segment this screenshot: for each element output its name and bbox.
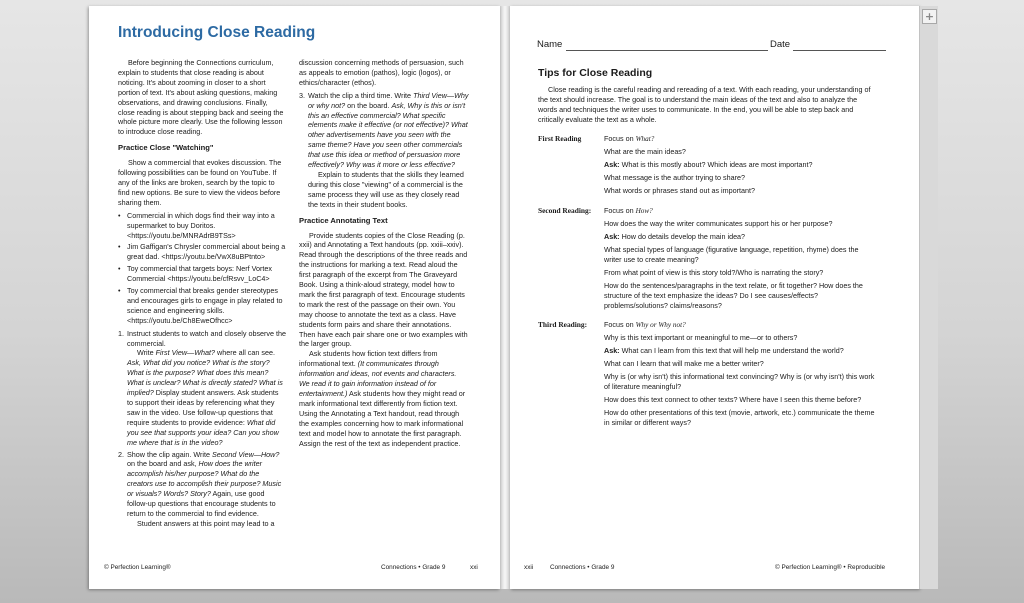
question-text: What can I learn that will make me a better writer?: [604, 359, 764, 368]
question-text: How do the sentences/paragraphs in the text relate, or fit together? How does the structure of the text emphasize the ideas? Do I see causes/effects? problems/solutions? claims/reasons?: [604, 281, 863, 310]
focus-word: What?: [635, 135, 655, 143]
footer-page-number: xxii: [524, 564, 534, 571]
step-emphasis: How does the writer accomplish his/her purpose? What do the creators use to accomplish their purpose? Music or visuals? Words? Story?: [127, 459, 282, 499]
intro-paragraph: Before beginning the Connections curriculum, explain to students that close reading is about noticing. It's about zooming in closer to a short portion of text. It's about asking questions, making observations, and drawing conclusions. Finally, close reading is about stepping back and seeing the whole picture more clearly. Use the following lesson to introduce close reading.: [118, 58, 284, 137]
question-text: What are the main ideas?: [604, 147, 686, 156]
step-3: [299, 91, 469, 210]
book-gutter: [500, 6, 510, 589]
question-item: [604, 408, 878, 428]
paragraph-text: Ask students how fiction text differs from informational text.: [299, 349, 438, 369]
question-text: What special types of language (figurative language, repetition, rhyme) does the writer use to create meaning?: [604, 245, 859, 264]
step-emphasis: Second View—How?: [211, 449, 280, 459]
tips-intro: Close reading is the careful reading and rereading of a text. With each reading, your understanding of the text should increase. The goal is to understand the main ideas of the text and also to analyze the words and techniques the writer uses to communicate. In the end, you will be able to step back and critically evaluate the text as a whole.: [538, 85, 871, 124]
commercial-list: [118, 211, 286, 326]
step-1: [118, 329, 286, 448]
section-paragraph: Provide students copies of the Close Reading (p. xxii) and Annotating a Text handouts (pp. xxiii–xxiv). Read through the descriptions of the three reads and the instructions for marking a text. Read aloud the first paragraph of the excerpt from The Graveyard Book. Using a think-aloud strategy, model how to mark the first paragraph of text. Encourage students to mark the rest of the passage on their own. You may choose to annotate the text as a class. Have students form pairs and share their annotations. Then have each pair share one or two examples with the larger group.: [299, 230, 468, 349]
question-item: [604, 245, 878, 265]
steps-list: [118, 329, 286, 529]
question-text: What can I learn from this text that will help me understand the world?: [619, 346, 844, 355]
first-reading-focus: [604, 134, 654, 143]
focus-prefix: Focus on: [604, 134, 636, 143]
step-text: Display student answers. Ask students to support their ideas by referencing what they saw in the video. Use follow-up questions that require students to provide evidence:: [127, 388, 279, 427]
date-label: Date: [770, 39, 791, 50]
question-item: [604, 186, 878, 196]
step-text: on the board and ask,: [127, 459, 199, 469]
left-column-2: [299, 58, 469, 448]
step-1-detail: [127, 348, 286, 447]
question-item: [604, 173, 878, 183]
question-text: What words or phrases stand out as important?: [604, 186, 756, 195]
list-item: • Jim Gaffigan's Chrysler commercial about being a great dad. <https://youtu.be/VwX8uBPtnto>: [118, 242, 286, 262]
footer-copyright: © Perfection Learning®: [104, 564, 171, 571]
question-text: What is this mostly about? Which ideas are most important?: [619, 160, 813, 169]
section-paragraph-2: [299, 349, 469, 448]
focus-word: How?: [635, 207, 653, 215]
question-text: Why is this text important or meaningful to me—or to others?: [604, 333, 798, 342]
page-title: Introducing Close Reading: [118, 24, 316, 41]
step-number: 3.: [299, 90, 305, 100]
ask-label: Ask:: [604, 346, 620, 355]
focus-prefix: Focus on: [604, 320, 636, 329]
question-item: [604, 346, 878, 356]
list-item: • Toy commercial that targets boys: Nerf Vortex Commercial <https://youtu.be/cfRsvv_LoC4>: [118, 264, 286, 284]
right-page: [510, 6, 919, 589]
step-text: Again, use good follow-up questions that encourage students to return to the commercial to find evidence.: [127, 489, 276, 518]
footer-copyright: © Perfection Learning® • Reproducible: [775, 564, 886, 571]
list-item: • Toy commercial that breaks gender stereotypes and encourages girls to engage in play related to science and engineering skills. <https://youtu.be/Ch8EweOfhcc>: [118, 286, 286, 326]
name-line: [566, 50, 768, 51]
paragraph-text: Ask students how they might read or mark informational text differently from fiction text. Using the Annotating a Text handout, read through the examples concerning how to mark informational text and model how to annotate the first paragraph. Assign the rest of the text as independent practice.: [299, 389, 466, 448]
step-text: Show the clip again. Write: [127, 449, 212, 459]
section-heading-watching: Practice Close "Watching": [118, 143, 214, 153]
question-item: [604, 147, 878, 157]
left-page: [89, 6, 500, 589]
ask-label: Ask:: [604, 160, 620, 169]
footer-series: Connections • Grade 9: [550, 564, 615, 571]
question-item: [604, 232, 878, 242]
first-reading-label: First Reading: [538, 134, 582, 143]
step-3-detail: Explain to students that the skills they learned during this close "viewing" of a commercial is the same process they will use as they closely read the texts in their student books.: [308, 169, 464, 209]
question-item: [604, 333, 878, 343]
question-text: How do details develop the main idea?: [619, 232, 746, 241]
third-reading-label: Third Reading:: [538, 320, 588, 329]
viewer-sidebar: [919, 6, 938, 589]
question-item: [604, 359, 878, 369]
step-emphasis: Third View—Why or why not?: [308, 90, 469, 110]
question-item: [604, 372, 878, 392]
ask-label: Ask:: [604, 232, 620, 241]
step-text: where all can see.: [215, 348, 275, 358]
step-emphasis: Ask, Why is this or isn't this an effective commercial? What specific elements make it effective (or not effective)? What other advertisements have you seen with the same theme? Have you seen other commercials that use this idea or method of persuasion more effectively? Why was it more or less effective?: [308, 100, 468, 170]
plus-icon[interactable]: +: [922, 9, 937, 24]
question-text: Why is (or why isn't) this informational text convincing? Why is (or why isn't) this work of literature meaningful?: [604, 372, 875, 391]
step-2: [118, 450, 286, 529]
question-text: How does this text connect to other texts? Where have I seen this theme before?: [604, 395, 862, 404]
steps-list-continued: [299, 91, 469, 210]
question-text: How do other presentations of this text (movie, artwork, etc.) communicate the theme in similar or different ways?: [604, 408, 875, 427]
step-2-continued: Student answers at this point may lead to a: [137, 518, 275, 528]
date-line: [793, 50, 886, 51]
name-label: Name: [537, 39, 563, 50]
list-item: • Commercial in which dogs find their way into a supermarket to buy Doritos. <https://youtu.be/MNRAdrB9TSs>: [118, 211, 286, 241]
tips-title: Tips for Close Reading: [538, 67, 653, 79]
section-paragraph: Show a commercial that evokes discussion. The following possibilities can be found on YouTube. If any of the links are broken, search by the topic to find new options. Be sure to view the videos before sharing them.: [118, 158, 282, 207]
step-emphasis: First View—What?: [155, 348, 216, 358]
question-item: [604, 395, 878, 405]
second-reading-label: Second Reading:: [538, 206, 592, 215]
third-reading-focus: [604, 320, 686, 329]
question-item: [604, 219, 878, 229]
focus-prefix: Focus on: [604, 206, 636, 215]
question-text: From what point of view is this story told?/Who is narrating the story?: [604, 268, 824, 277]
left-column-1: [118, 58, 286, 531]
question-item: [604, 268, 878, 278]
question-text: How does the way the writer communicates support his or her purpose?: [604, 219, 833, 228]
footer-series: Connections • Grade 9: [381, 564, 446, 571]
question-item: [604, 160, 878, 170]
continued-paragraph: discussion concerning methods of persuasion, such as appeals to emotion (pathos), logic (logos), or ethics/character (ethos).: [299, 58, 464, 87]
second-reading-focus: [604, 206, 653, 215]
step-text: Watch the clip a third time. Write: [308, 90, 414, 100]
step-text: Write: [137, 348, 156, 358]
step-1-lead: Instruct students to watch and closely observe the commercial.: [127, 328, 287, 348]
step-number: 1.: [118, 328, 124, 338]
question-text: What message is the author trying to share?: [604, 173, 746, 182]
footer-page-number: xxi: [470, 564, 478, 571]
paragraph-emphasis: (It communicates through information and ideas, not events and characters. We read it to gain information instead of for entertainment.): [299, 359, 457, 398]
step-text: on the board.: [345, 100, 392, 110]
step-emphasis: Ask, What did you notice? What is the story? What is the purpose? What does this mean? What is unclear? What is directly stated? What is implied?: [127, 358, 283, 398]
focus-word: Why or Why not?: [635, 321, 686, 329]
step-number: 2.: [118, 449, 124, 459]
question-item: [604, 281, 878, 311]
step-emphasis: What did you see that supports your idea? Can you show me where that is in the video?: [127, 417, 279, 447]
section-heading-annotating: Practice Annotating Text: [299, 215, 388, 225]
